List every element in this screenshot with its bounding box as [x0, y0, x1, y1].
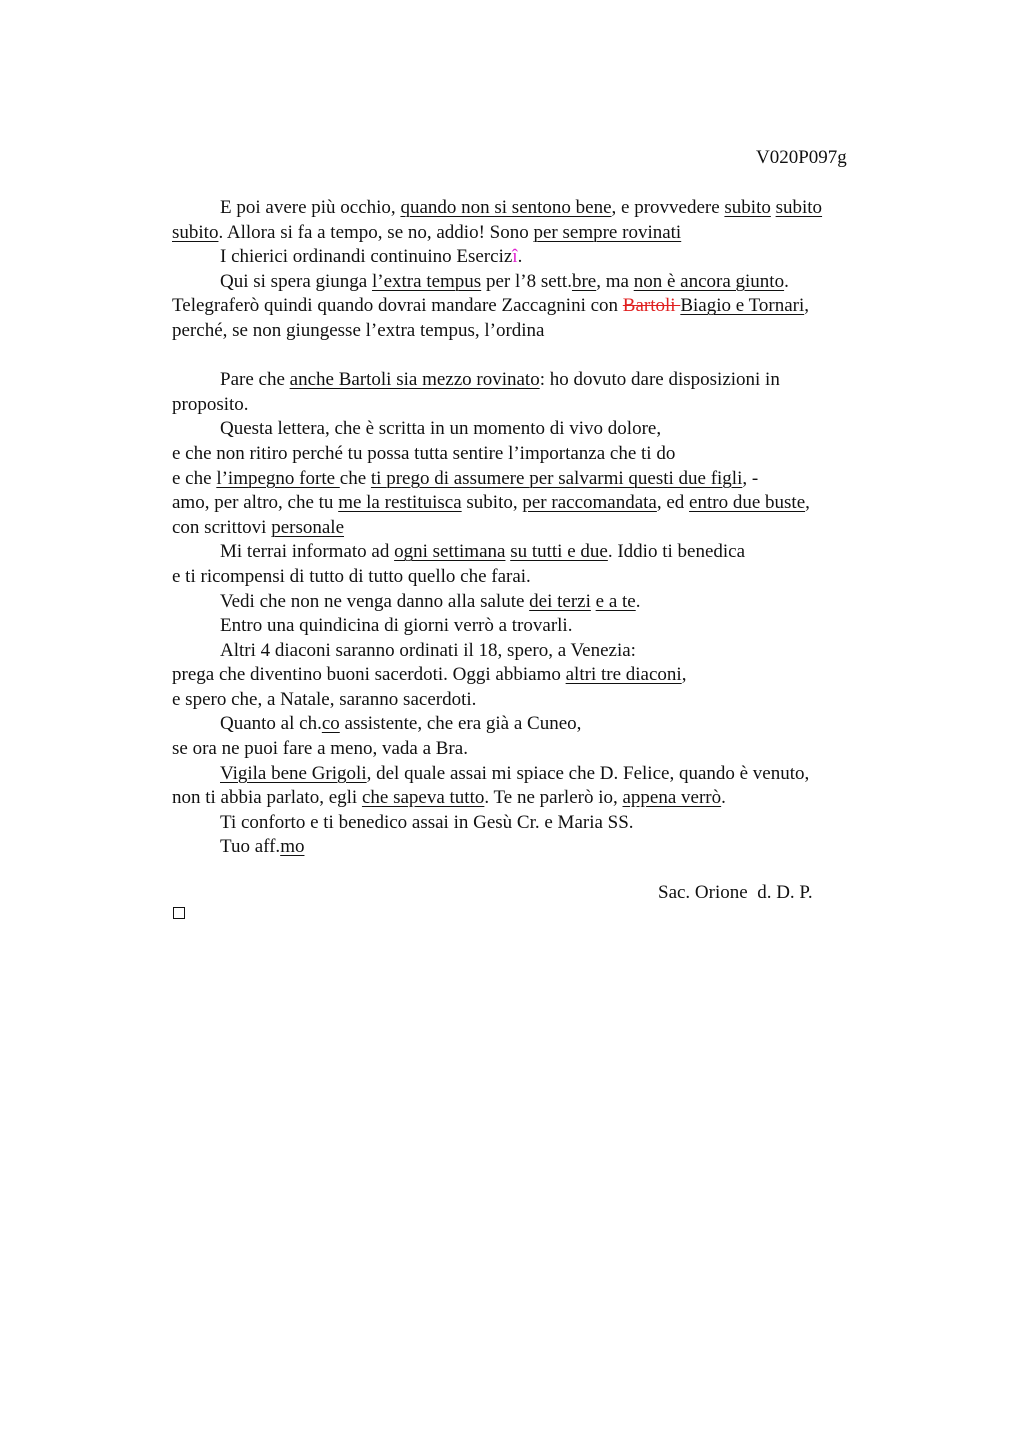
pink-mark: î [512, 246, 518, 268]
p3-line2: Telegraferò quindi quando dovrai mandare Zaccagnini con Bartoli Biagio e Tornari, [172, 295, 809, 317]
underlined-phrase: personale [271, 516, 345, 538]
p6-line1: Mi terrai informato ad ogni settimana su tutti e due. Iddio ti benedica [220, 541, 746, 563]
underlined-phrase: me la restituisca [338, 492, 462, 514]
underlined-phrase: l’extra tempus [371, 270, 482, 292]
underlined-phrase: subito [775, 197, 823, 218]
underlined-phrase: che sapeva tutto [361, 787, 485, 809]
p8-line: Entro una quindicina di giorni verrò a trovarli. [220, 615, 573, 637]
p1-line2: subito. Allora si fa a tempo, se no, addio! Sono per sempre rovinati [172, 221, 682, 243]
closing-line: Tuo aff.mo [220, 836, 305, 858]
p12-line: Ti conforto e ti benedico assai in Gesù Cr. e Maria SS. [220, 811, 634, 833]
p4-line2: proposito. [172, 393, 249, 415]
underlined-phrase: ogni settimana [394, 541, 506, 563]
underlined-phrase: ti prego di assumere per salvarmi questi due figli [370, 467, 743, 489]
p9-line1: Altri 4 diaconi saranno ordinati il 18, spero, a Venezia: [220, 639, 636, 661]
struck-out-word: Bartoli [622, 295, 681, 317]
underlined-phrase: per raccomandata [522, 492, 657, 514]
p11-line1: Vigila bene Grigoli, del quale assai mi spiace che D. Felice, quando è venuto, [220, 762, 810, 784]
underlined-phrase: e a te [595, 590, 636, 612]
document-id: V020P097g [756, 147, 847, 168]
p5-line1: Questa lettera, che è scritta in un momento di vivo dolore, [220, 418, 662, 440]
p3-line3: perché, se non giungesse l’extra tempus, l’ordina [172, 319, 545, 341]
underlined-phrase: altri tre diaconi [565, 664, 682, 686]
underlined-phrase: per sempre rovinati [533, 221, 682, 243]
p10-line1: Quanto al ch.co assistente, che era già a Cuneo, [220, 713, 582, 735]
p1-line1: E poi avere più occhio, quando non si sentono bene, e provvedere subito subito [220, 197, 823, 218]
underlined-phrase: Vigila bene Grigoli [220, 762, 367, 784]
p11-line2: non ti abbia parlato, egli che sapeva tutto. Te ne parlerò io, appena verrò. [172, 787, 726, 809]
underlined-phrase: subito [724, 197, 771, 218]
underlined-phrase: anche Bartoli sia mezzo rovinato [289, 369, 540, 391]
underlined-phrase: subito [172, 221, 219, 243]
p9-line2: prega che diventino buoni sacerdoti. Oggi abbiamo altri tre diaconi, [172, 664, 687, 686]
letter-body [172, 196, 872, 860]
underlined-phrase: mo [280, 836, 305, 858]
p5-line4: amo, per altro, che tu me la restituisca subito, per raccomandata, ed entro due buste, [172, 492, 810, 514]
p5-line2: e che non ritiro perché tu possa tutta sentire l’importanza che ti do [172, 442, 676, 464]
underlined-phrase: appena verrò [622, 787, 722, 809]
empty-square-icon [173, 907, 185, 919]
blank-line [172, 344, 872, 369]
underlined-phrase: Biagio e Tornari [680, 295, 805, 317]
p10-line2: se ora ne puoi fare a meno, vada a Bra. [172, 738, 468, 760]
underlined-phrase: bre [571, 270, 597, 292]
p9-line3: e spero che, a Natale, saranno sacerdoti. [172, 688, 477, 710]
p5-line5: con scrittovi personale [172, 516, 345, 538]
underlined-phrase: co [321, 713, 340, 735]
p5-line3: e che l’impegno forte che ti prego di assumere per salvarmi questi due figli, - [172, 467, 759, 489]
signature: Sac. Orione d. D. P. [658, 882, 813, 903]
underlined-phrase: dei terzi [529, 590, 591, 612]
underlined-phrase: non è ancora giunto [633, 270, 785, 292]
p2-line: I chierici ordinandi continuino Esercizî. [220, 246, 523, 268]
underlined-phrase: l’impegno forte [216, 467, 340, 489]
underlined-phrase: quando non si sentono bene [400, 197, 612, 218]
underlined-phrase: entro due buste [689, 492, 806, 514]
underlined-phrase: su tutti e due [510, 541, 608, 563]
p7-line: Vedi che non ne venga danno alla salute dei terzi e a te. [220, 590, 641, 612]
p6-line2: e ti ricompensi di tutto di tutto quello che farai. [172, 565, 531, 587]
p4-line1: Pare che anche Bartoli sia mezzo rovinato: ho dovuto dare disposizioni in [220, 369, 780, 391]
p3-line1: Qui si spera giunga l’extra tempus per l’8 sett.bre, ma non è ancora giunto. [220, 270, 789, 292]
